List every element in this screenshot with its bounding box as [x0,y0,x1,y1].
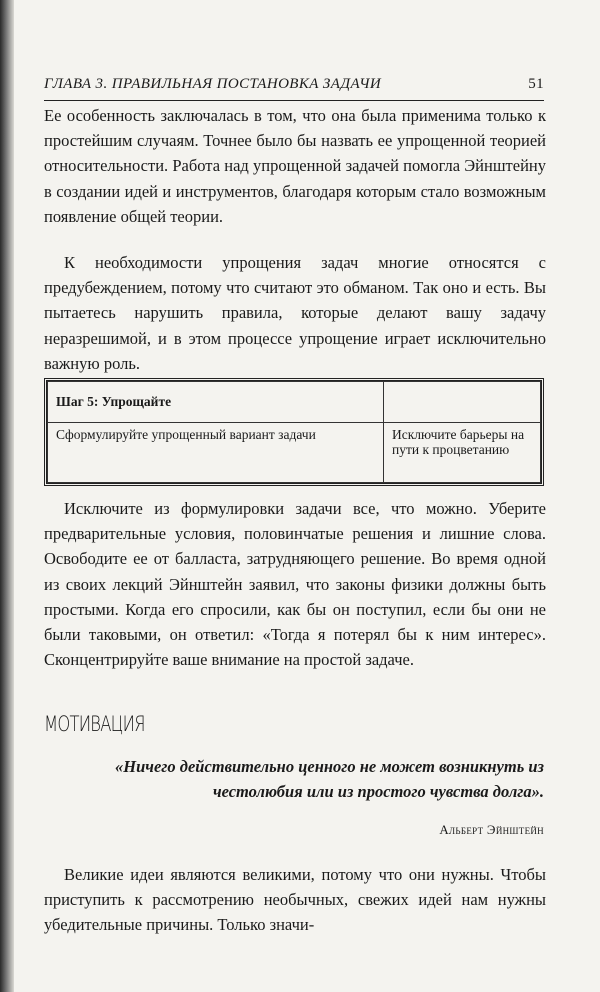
paragraph-1: Ее особенность заключалась в том, что она была применима только к простейшим случаям. Точнее было бы назвать ее упрощенной теорией относительности. Работа над упрощенной задачей помогла Эйнштейну в создании идей и инструментов, благодаря которым стало возможным появление общей теории. [44,106,546,226]
epigraph-quote: «Ничего действительно ценного не может возникнуть из честолюбия или из простого чувства долга». [115,757,544,801]
step-title-empty-cell [384,382,541,423]
step-title: Шаг 5: Упрощайте [48,382,384,423]
step-table [47,381,541,483]
paragraph-4: Великие идеи являются великими, потому что они нужны. Чтобы приступить к рассмотрению необычных, свежих идей нам нужны убедительные причины. Только значи- [44,865,546,935]
book-spine-shadow [0,0,14,992]
page-header [44,74,544,101]
paragraph-2: К необходимости упрощения задач многие относятся с предубеждением, потому что считают это обманом. Так оно и есть. Вы пытаетесь нарушить правила, которые делают вашу задачу неразрешимой, и в этом процессе упрощение играет исключительно важную роль. [44,253,546,373]
step-note: Исключите барьеры на пути к процветанию [384,423,541,483]
paragraph-3: Исключите из формулировки задачи все, что можно. Уберите предварительные условия, половинчатые решения и лишние слова. Освободите ее от балласта, затрудняющего решение. Во время одной из своих лекций Эйнштейн заявил, что законы физики должны быть простыми. Когда его спросили, как бы он поступил, если бы они не были таковыми, он ответил: «Тогда я потерял бы к ним интерес». Сконцентрируйте ваше внимание на простой задаче. [44,499,546,670]
page-number: 51 [528,76,544,92]
step-instruction: Сформулируйте упрощенный вариант задачи [48,423,384,483]
quote-attribution: Альберт Эйнштейн [439,822,544,837]
step-box [44,378,544,486]
section-heading-motivation: МОТИВАЦИЯ [44,712,145,736]
running-title: ГЛАВА 3. ПРАВИЛЬНАЯ ПОСТАНОВКА ЗАДАЧИ [44,76,382,92]
